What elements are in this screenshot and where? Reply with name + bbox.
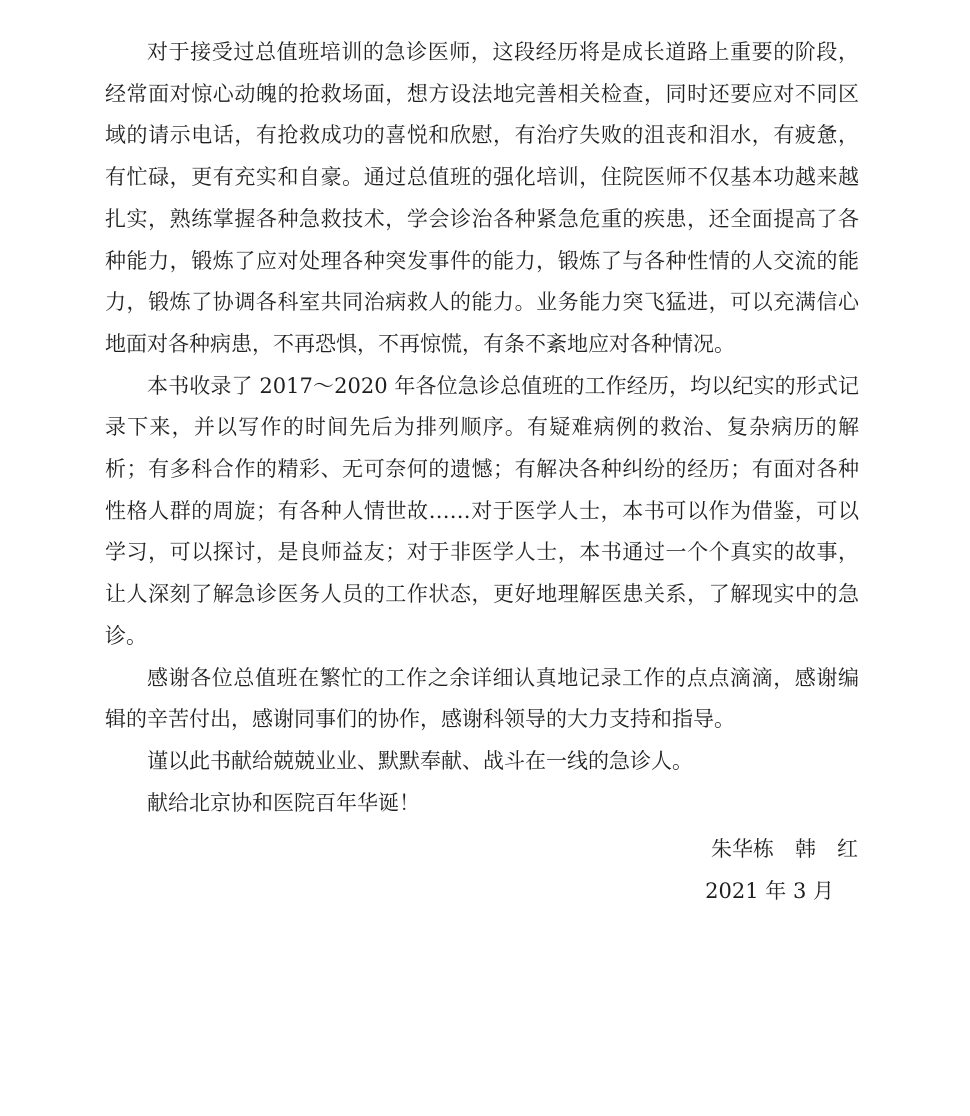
paragraph-training-experience: 对于接受过总值班培训的急诊医师，这段经历将是成长道路上重要的阶段，经常面对惊心动魄的抢救场面，想方设法地完善相关检查，同时还要应对不同区域的请示电话，有抢救成功的喜悦和欣慰，有治疗失败的沮丧和泪水，有疲惫，有忙碌，更有充实和自豪。通过总值班的强化培训，住院医师不仅基本功越来越扎实，熟练掌握各种急救技术，学会诊治各种紧急危重的疾患，还全面提高了各种能力，锻炼了应对处理各种突发事件的能力，锻炼了与各种性情的人交流的能力，锻炼了协调各科室共同治病救人的能力。业务能力突飞猛进，可以充满信心地面对各种病患，不再恐惧，不再惊慌，有条不紊地应对各种情况。 [105,40,859,356]
paragraph-acknowledgements: 感谢各位总值班在繁忙的工作之余详细认真地记录工作的点点滴滴，感谢编辑的辛苦付出，感谢同事们的协作，感谢科领导的大力支持和指导。 [105,665,859,732]
signature-block [558,829,858,912]
paragraph-dedication-emergency-staff: 谨以此书献给兢兢业业、默默奉献、战斗在一线的急诊人。 [147,748,693,773]
paragraph-dedication-hospital: 献给北京协和医院百年华诞！ [147,790,420,815]
preface-body [105,32,859,824]
paragraph-book-contents: 本书收录了 2017～2020 年各位急诊总值班的工作经历，均以纪实的形式记录下来，并以写作的时间先后为排列顺序。有疑难病例的救治、复杂病历的解析；有多科合作的精彩、无可奈何的遗憾；有解决各种纠纷的经历；有面对各种性格人群的周旋；有各种人情世故……对于医学人士，本书可以作为借鉴，可以学习，可以探讨，是良师益友；对于非医学人士，本书通过一个个真实的故事，让人深刻了解急诊医务人员的工作状态，更好地理解医患关系，了解现实中的急诊。 [105,373,859,648]
author-names: 朱华栋 韩 红 [711,837,858,861]
signature-date: 2021 年 3 月 [705,878,834,903]
